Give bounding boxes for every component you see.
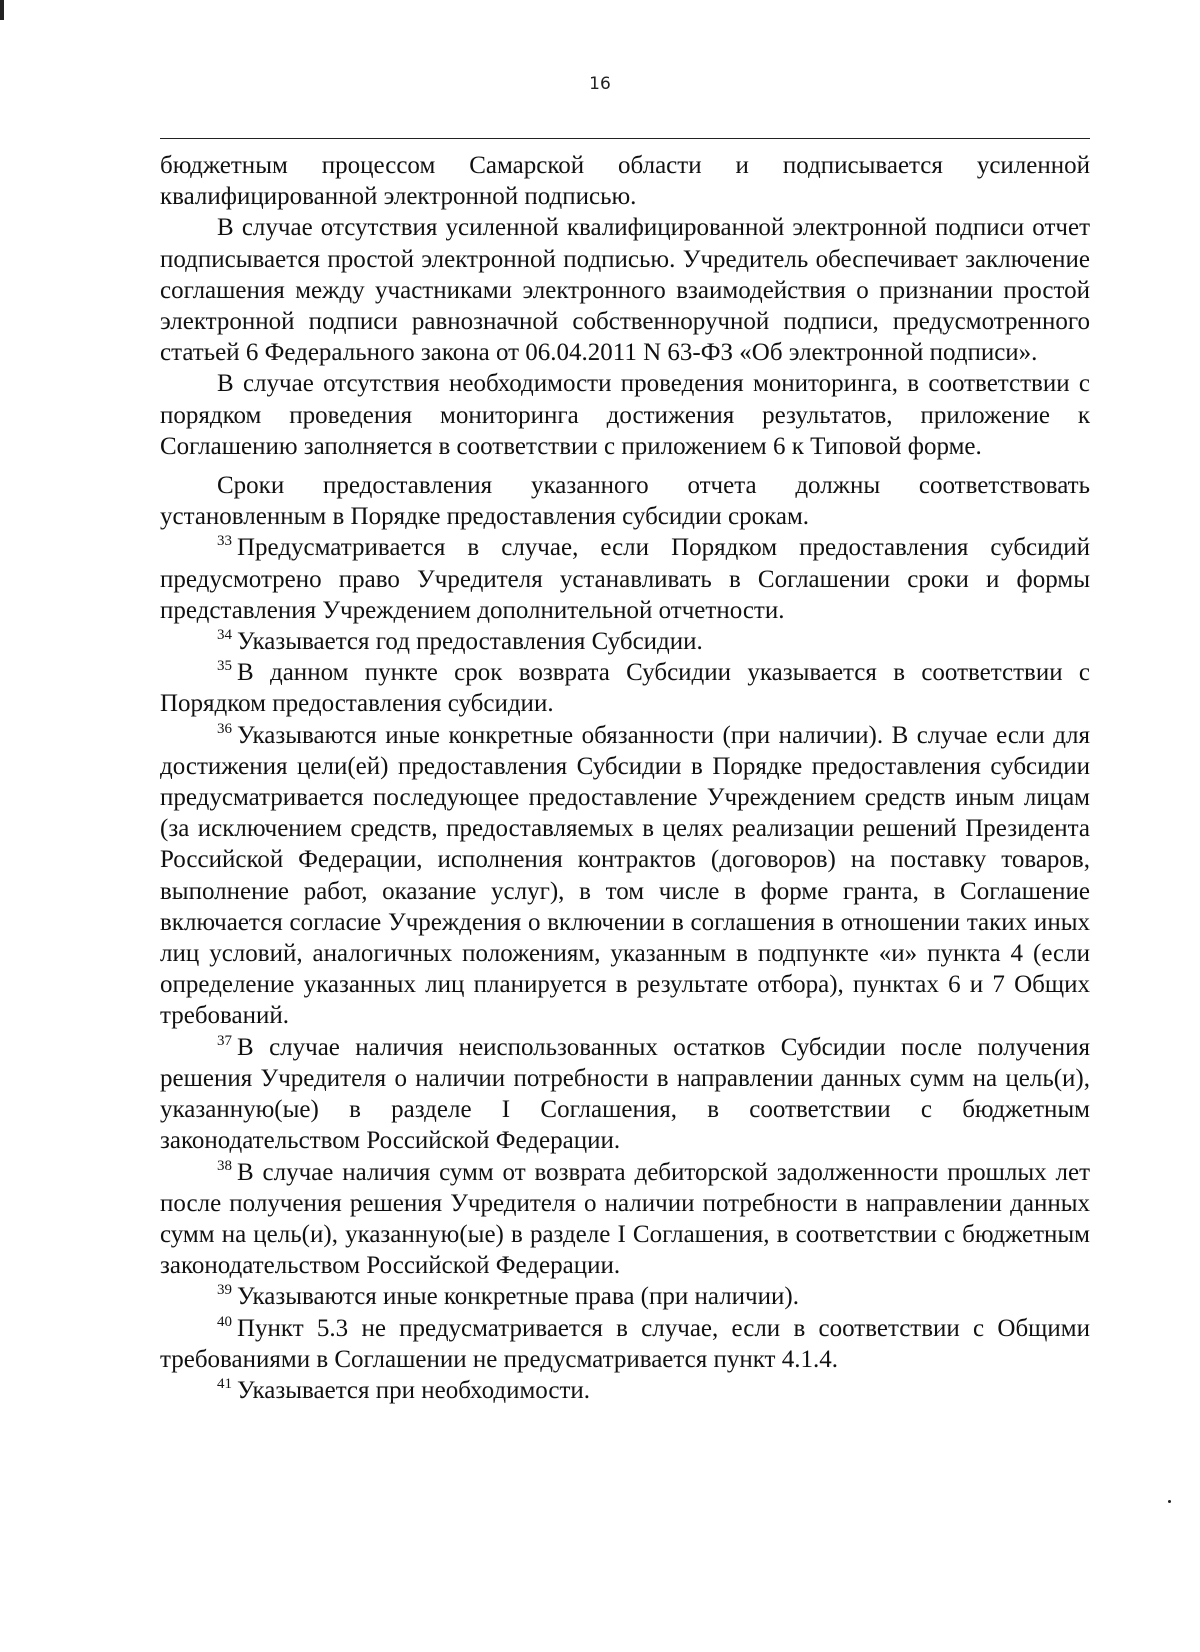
footnote-33 (160, 532, 1090, 626)
paragraph: В случае отсутствия необходимости проведения мониторинга, в соответствии с порядком проведения мониторинга достижения результатов, приложение к Соглашению заполняется в соответствии с приложением 6 к Типовой форме. (160, 370, 1090, 460)
footnote-mark: 38 (217, 1157, 232, 1174)
footnote-mark: 41 (217, 1375, 232, 1392)
footnote-text: Указываются иные конкретные обязанности (при наличии). В случае если для достижения цели(ей) предоставления Субсидии в Порядке предоставления субсидии предусматривается последующее предоставление Учреждением средств иным лицам (за исключением средств, предоставляемых в целях реализации решений Президента Российской Федерации, исполнения контрактов (договоров) на поставку товаров, выполнение работ, оказание услуг), в том числе в форме гранта, в Соглашение включается согласие Учреждения о включении в соглашения в отношении таких иных лиц условий, аналогичных положениям, указанным в подпункте «и» пункта 4 (если определение указанных лиц планируется в результате отбора), пунктах 6 и 7 Общих требований. (160, 721, 1090, 1030)
footnote-40 (160, 1313, 1090, 1375)
footnote-text: В случае наличия неиспользованных остатков Субсидии после получения решения Учредителя о наличии потребности в направлении данных сумм на цель(и), указанную(ые) в разделе I Соглашения, в соответствии с бюджетным законодательством Российской Федерации. (160, 1033, 1090, 1155)
footnote-mark: 37 (217, 1032, 232, 1049)
scan-mark (0, 0, 4, 20)
paragraph: Сроки предоставления указанного отчета должны соответствовать установленным в Порядке предоставления субсидии срокам. (160, 472, 1090, 531)
page-number: 16 (589, 74, 611, 94)
header-rule (160, 138, 1090, 139)
footnote-34 (160, 626, 1090, 657)
footnote-35 (160, 657, 1090, 719)
scan-speck (1168, 1500, 1171, 1503)
footnote-text: Пункт 5.3 не предусматривается в случае, если в соответствии с Общими требованиями в Соглашении не предусматривается пункт 4.1.4. (160, 1314, 1090, 1373)
footnote-mark: 36 (217, 720, 232, 737)
footnote-text: Указываются иные конкретные права (при наличии). (237, 1283, 799, 1311)
footnote-mark: 33 (217, 533, 232, 550)
footnote-mark: 35 (217, 658, 232, 675)
footnote-39 (160, 1281, 1090, 1312)
paragraph: В случае отсутствия усиленной квалифицированной электронной подписи отчет подписывается простой электронной подписью. Учредитель обеспечивает заключение соглашения между участниками электронного взаимодействия о признании простой электронной подписи равнозначной собственноручной подписи, предусмотренного статьей 6 Федерального закона от 06.04.2011 N 63-ФЗ «Об электронной подписи». (160, 214, 1090, 367)
footnote-mark: 39 (217, 1282, 232, 1299)
footnote-38 (160, 1157, 1090, 1282)
document-body (160, 150, 1090, 1406)
footnote-text: В данном пункте срок возврата Субсидии указывается в соответствии с Порядком предоставления субсидии. (160, 659, 1090, 718)
footnote-text: Указывается при необходимости. (237, 1376, 591, 1404)
footnote-text: Предусматривается в случае, если Порядком предоставления субсидий предусмотрено право Учредителя устанавливать в Соглашении сроки и формы представления Учреждением дополнительной отчетности. (160, 534, 1090, 624)
footnote-mark: 34 (217, 627, 232, 644)
footnote-36 (160, 720, 1090, 1032)
footnote-text: Указывается год предоставления Субсидии. (237, 628, 703, 656)
footnote-41 (160, 1375, 1090, 1406)
paragraph: бюджетным процессом Самарской области и подписывается усиленной квалифицированной электронной подписью. (160, 152, 1090, 211)
footnote-37 (160, 1032, 1090, 1157)
footnote-text: В случае наличия сумм от возврата дебиторской задолженности прошлых лет после получения решения Учредителя о наличии потребности в направлении данных сумм на цель(и), указанную(ые) в разделе I Соглашения, в соответствии с бюджетным законодательством Российской Федерации. (160, 1158, 1090, 1280)
footnote-mark: 40 (217, 1313, 232, 1330)
